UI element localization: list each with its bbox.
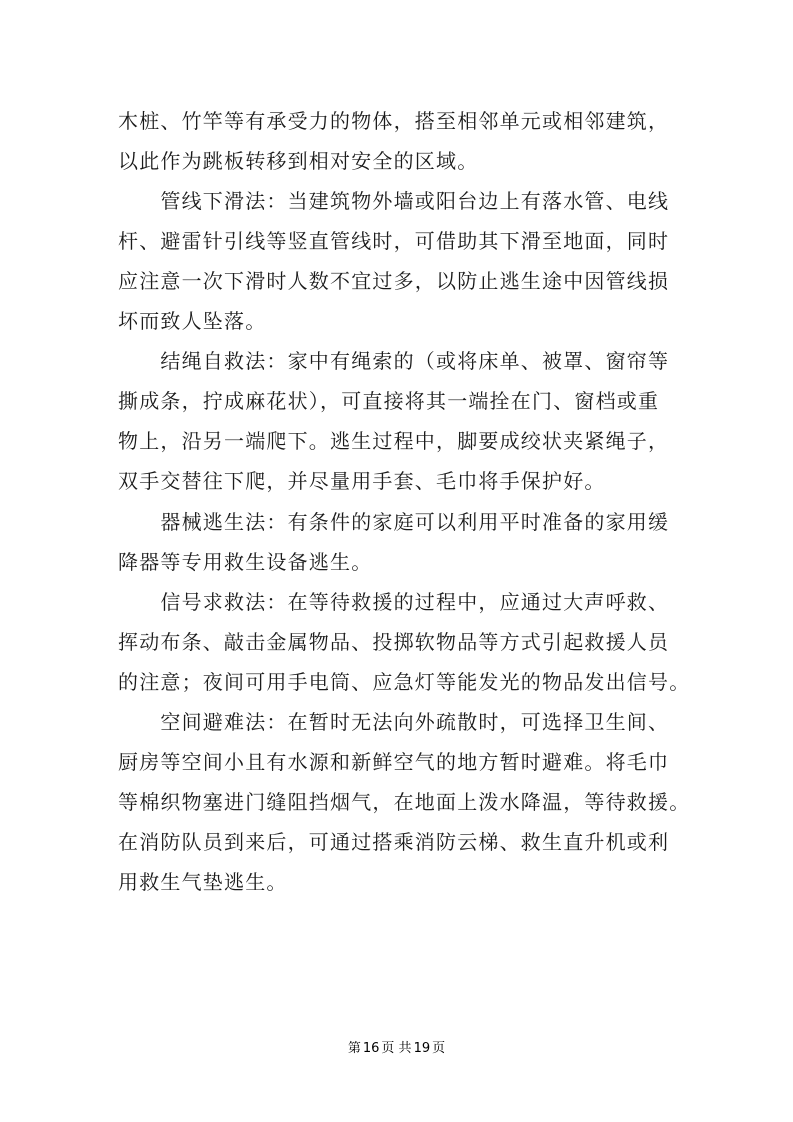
body-text-line: 挥动布条、敲击金属物品、投掷软物品等方式引起救援人员 [118,630,670,654]
body-text-line: 的注意；夜间可用手电筒、应急灯等能发光的物品发出信号。 [118,670,691,694]
body-text-line: 结绳自救法：家中有绳索的（或将床单、被罩、窗帘等 [118,349,670,373]
body-text-line: 等棉织物塞进门缝阻挡烟气，在地面上泼水降温，等待救援。 [118,790,691,814]
body-text-line: 木桩、竹竿等有承受力的物体，搭至相邻单元或相邻建筑， [118,109,670,133]
body-text-line: 应注意一次下滑时人数不宜过多，以防止逃生途中因管线损 [118,269,670,293]
footer-suffix: 页 [432,1041,446,1056]
body-text-line: 坏而致人坠落。 [118,309,267,333]
body-text-line: 以此作为跳板转移到相对安全的区域。 [118,149,479,173]
body-text-line: 杆、避雷针引线等竖直管线时，可借助其下滑至地面，同时 [118,229,670,253]
body-text-line: 空间避难法：在暂时无法向外疏散时，可选择卫生间、 [118,710,670,734]
body-text-line: 物上，沿另一端爬下。逃生过程中，脚要成绞状夹紧绳子， [118,429,670,453]
body-text-line: 降器等专用救生设备逃生。 [118,550,373,574]
footer-prefix: 第 [347,1041,361,1056]
body-text-line: 信号求救法：在等待救援的过程中，应通过大声呼救、 [118,590,670,614]
body-text-line: 管线下滑法：当建筑物外墙或阳台边上有落水管、电线 [118,189,670,213]
footer-middle: 页 共 [381,1041,412,1056]
body-text-line: 用救生气垫逃生。 [118,870,288,894]
body-text-line: 双手交替往下爬，并尽量用手套、毛巾将手保护好。 [118,469,606,493]
body-text-line: 在消防队员到来后，可通过搭乘消防云梯、救生直升机或利 [118,830,670,854]
body-text-line: 撕成条，拧成麻花状），可直接将其一端拴在门、窗档或重 [118,389,660,413]
total-page-count: 19 [413,1041,431,1056]
body-text-line: 器械逃生法：有条件的家庭可以利用平时准备的家用缓 [118,510,670,534]
page-footer [0,1040,793,1058]
body-text-line: 厨房等空间小且有水源和新鲜空气的地方暂时避难。将毛巾 [118,750,670,774]
current-page-number: 16 [362,1041,380,1056]
